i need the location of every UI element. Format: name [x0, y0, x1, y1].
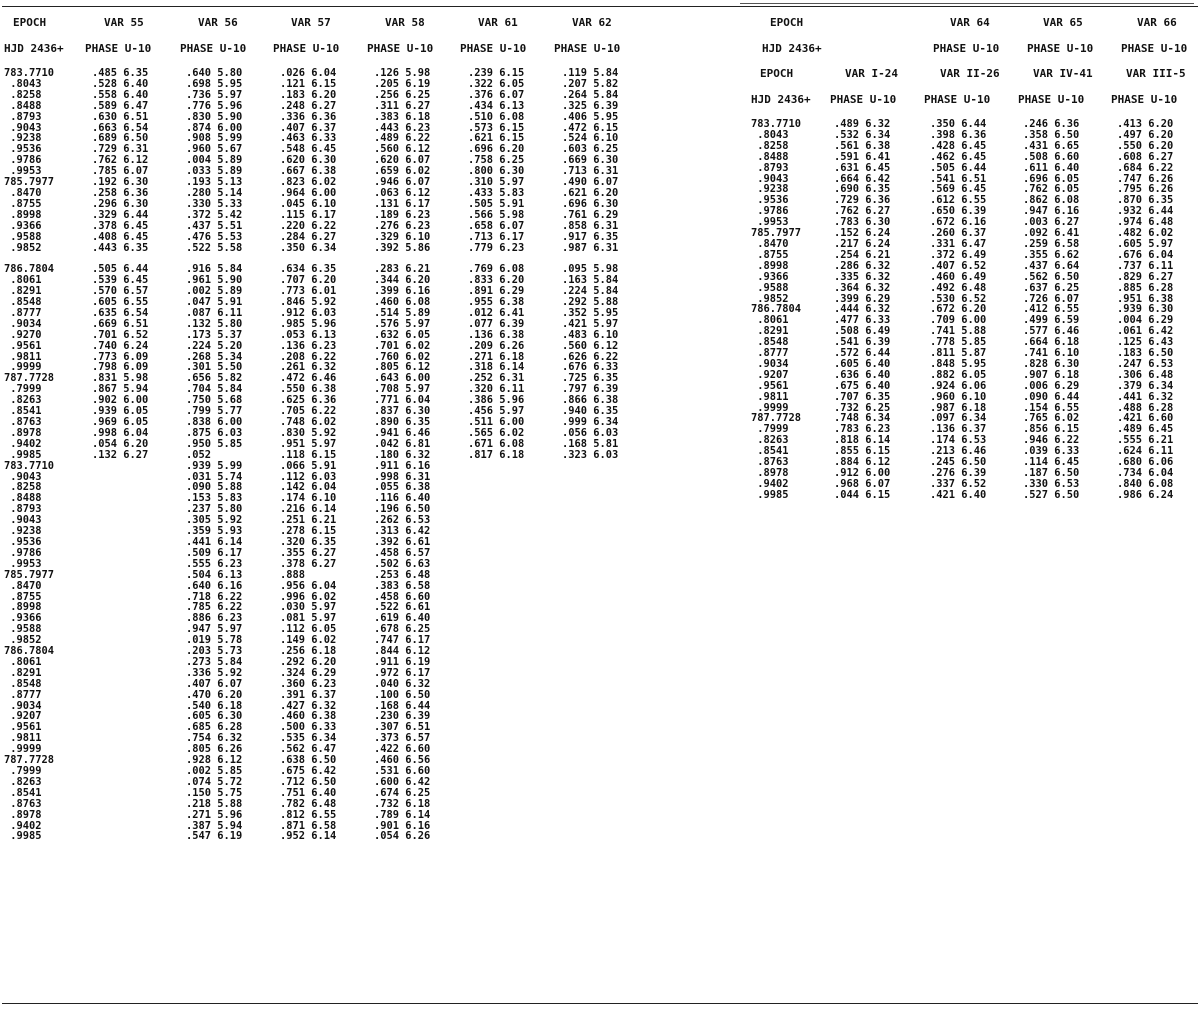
right-top-epoch-header: EPOCH — [770, 16, 804, 29]
right-variii5-column: .413 6.20 .497 6.20 .550 6.20 .608 6.27 .684 6.22 .747 6.26 .795 6.26 .870 6.35 .932 6.44 .974 6.48 .482 6.02 .605 5.97 .676 6.04 .737 6.11 .829 6.27 .885 6.28 .951 6.38 .939 6.30 .004 6.29 .061 6.42 .125 6.43 .183 6.50 .247 6.53 .306 6.48 .379 6.34 .441 6.32 .488 6.28 .421 6.60 .489 6.45 .555 6.21 .624 6.11 .680 6.06 .734 6.04 .840 6.08 .986 6.24 — [1117, 118, 1174, 501]
left-var57-column: .026 6.04 .121 6.15 .183 6.20 .248 6.27 .336 6.36 .407 6.37 .463 6.33 .548 6.45 .620 6.30 .667 6.38 .823 6.02 .964 6.00 .045 6.10 .115 6.17 .220 6.22 .284 6.27 .350 6.34 .634 6.35 .707 6.20 .773 6.01 .846 5.92 .912 6.03 .985 5.96 .053 6.13 .136 6.23 .208 6.22 .261 6.32 .472 6.46 .550 6.38 .625 6.36 .705 6.22 .748 6.02 .830 5.92 .951 5.97 .118 6.15 .066 5.91 .112 6.03 .142 6.04 .174 6.10 .216 6.14 .251 6.21 .278 6.15 .320 6.35 .355 6.27 .378 6.27 .888 .956 6.04 .996 6.02 .030 5.97 .081 5.97 .112 6.05 .149 6.02 .256 6.18 .292 6.20 .324 6.29 .360 6.23 .391 6.37 .427 6.32 .460 6.38 .500 6.33 .535 6.34 .562 6.47 .638 6.50 .675 6.42 .712 6.50 .751 6.40 .782 6.48 .812 6.55 .871 6.58 .952 6.14 — [280, 67, 337, 843]
left-hjd-header: HJD 2436+ — [4, 42, 64, 55]
left-var61-header: VAR 61 — [478, 16, 518, 29]
right-variv41-column: .246 6.36 .358 6.50 .431 6.65 .508 6.60 .611 6.40 .696 6.05 .762 6.05 .862 6.08 .947 6.16 .003 6.27 .092 6.41 .259 6.58 .355 6.62 .437 6.64 .562 6.50 .637 6.25 .726 6.07 .412 6.55 .499 6.59 .577 6.46 .664 6.18 .741 6.10 .828 6.30 .907 6.18 .006 6.29 .090 6.44 .154 6.55 .765 6.02 .856 6.15 .946 6.22 .039 6.33 .114 6.45 .187 6.50 .330 6.53 .527 6.50 — [1023, 118, 1080, 501]
right-phase-header-iv41: PHASE U-10 — [1018, 93, 1085, 106]
left-var62-column: .119 5.84 .207 5.82 .264 5.84 .325 6.39 .406 5.95 .472 6.15 .524 6.10 .603 6.25 .669 6.30 .713 6.31 .490 6.07 .621 6.20 .696 6.30 .761 6.29 .858 6.31 .917 6.35 .987 6.31 .095 5.98 .163 5.84 .224 5.84 .292 5.88 .352 5.95 .421 5.97 .483 6.10 .560 6.12 .626 6.22 .676 6.33 .725 6.35 .797 6.39 .866 6.38 .940 6.35 .999 6.34 .056 6.03 .168 5.81 .323 6.03 — [562, 67, 619, 461]
right-phase-header-ii26: PHASE U-10 — [924, 93, 991, 106]
bottom-rule — [2, 1003, 1198, 1004]
right-top-var65-header: VAR 65 — [1043, 16, 1083, 29]
left-var56-column: .640 5.80 .698 5.95 .736 5.97 .776 5.96 .830 5.90 .874 6.00 .908 5.99 .960 5.67 .004 5.89 .033 5.89 .193 5.13 .280 5.14 .330 5.33 .372 5.42 .437 5.51 .476 5.53 .522 5.58 .916 5.84 .961 5.90 .002 5.89 .047 5.91 .087 6.11 .132 5.80 .173 5.37 .224 5.20 .268 5.34 .301 5.50 .656 5.82 .704 5.84 .750 5.68 .799 5.77 .838 6.00 .875 6.03 .950 5.85 .052 .939 5.99 .031 5.74 .090 5.88 .153 5.83 .237 5.80 .305 5.92 .359 5.93 .441 6.14 .509 6.17 .555 6.23 .504 6.13 .640 6.16 .718 6.22 .785 6.22 .886 6.23 .947 5.97 .019 5.78 .203 5.73 .273 5.84 .336 5.92 .407 6.07 .470 6.20 .540 6.18 .605 6.30 .685 6.28 .754 6.32 .805 6.26 .928 6.12 .002 5.85 .074 5.72 .150 5.75 .218 5.88 .271 5.96 .387 5.94 .547 6.19 — [186, 67, 243, 843]
right-top-var64-header: VAR 64 — [950, 16, 990, 29]
left-var57-header: VAR 57 — [291, 16, 331, 29]
left-var56-header: VAR 56 — [198, 16, 238, 29]
top-rule — [2, 6, 1198, 7]
left-epoch-column: 783.7710 .8043 .8258 .8488 .8793 .9043 .9238 .9536 .9786 .9953 785.7977 .8470 .8755 .8998 .9366 .9588 .9852 786.7804 .8061 .8291 .8548 .8777 .9034 .9270 .9561 .9811 .9999 787.7728 .7999 .8263 .8541 .8763 .8978 .9402 .9985 783.7710 .9043 .8258 .8488 .8793 .9043 .9238 .9536 .9786 .9953 785.7977 .8470 .8755 .8998 .9366 .9588 .9852 786.7804 .8061 .8291 .8548 .8777 .9034 .9207 .9561 .9811 .9999 787.7728 .7999 .8263 .8541 .8763 .8978 .9402 .9985 — [4, 67, 55, 843]
right-top-phase-header-66: PHASE U-10 — [1121, 42, 1188, 55]
right-top-phase-header-64: PHASE U-10 — [933, 42, 1000, 55]
left-var55-header: VAR 55 — [104, 16, 144, 29]
right-variv41-header: VAR IV-41 — [1033, 67, 1093, 80]
right-hjd-header: HJD 2436+ — [751, 93, 811, 106]
right-top-var66-header: VAR 66 — [1137, 16, 1177, 29]
left-var62-header: VAR 62 — [572, 16, 612, 29]
right-varii26-header: VAR II-26 — [940, 67, 1000, 80]
left-phase-header-56: PHASE U-10 — [180, 42, 247, 55]
left-phase-header-57: PHASE U-10 — [273, 42, 340, 55]
top-right-rule — [740, 3, 1194, 4]
left-var58-column: .126 5.98 .205 6.19 .256 6.25 .311 6.27 .383 6.18 .443 6.23 .489 6.22 .560 6.12 .620 6.07 .659 6.02 .946 6.07 .063 6.12 .131 6.17 .189 6.23 .276 6.23 .329 6.10 .392 5.86 .283 6.21 .344 6.20 .399 6.16 .460 6.08 .514 5.89 .576 5.97 .632 6.05 .701 6.02 .760 6.02 .805 6.12 .643 6.00 .708 5.97 .771 6.04 .837 6.30 .890 6.35 .941 6.46 .042 6.81 .180 6.32 .911 6.16 .998 6.31 .055 6.38 .116 6.40 .196 6.50 .262 6.53 .313 6.42 .392 6.61 .458 6.57 .502 6.63 .253 6.48 .383 6.58 .458 6.60 .522 6.61 .619 6.40 .678 6.25 .747 6.17 .844 6.12 .911 6.19 .972 6.17 .040 6.32 .100 6.50 .168 6.44 .230 6.39 .307 6.51 .373 6.57 .422 6.60 .460 6.56 .531 6.60 .600 6.42 .674 6.25 .732 6.18 .789 6.14 .901 6.16 .054 6.26 — [374, 67, 431, 843]
left-phase-header-55: PHASE U-10 — [85, 42, 152, 55]
left-phase-header-58: PHASE U-10 — [367, 42, 434, 55]
right-epoch-column: 783.7710 .8043 .8258 .8488 .8793 .9043 .9238 .9536 .9786 .9953 785.7977 .8470 .8755 .8998 .9366 .9588 .9852 786.7804 .8061 .8291 .8548 .8777 .9034 .9207 .9561 .9811 .9999 787.7728 .7999 .8263 .8541 .8763 .8978 .9402 .9985 — [751, 118, 802, 501]
right-variii5-header: VAR III-5 — [1126, 67, 1186, 80]
left-var58-header: VAR 58 — [385, 16, 425, 29]
right-epoch-header: EPOCH — [760, 67, 794, 80]
right-varii26-column: .350 6.44 .398 6.36 .428 6.45 .462 6.45 .505 6.44 .541 6.51 .569 6.45 .612 6.55 .650 6.39 .672 6.16 .260 6.37 .331 6.47 .372 6.49 .407 6.52 .460 6.49 .492 6.48 .530 6.52 .672 6.20 .709 6.00 .741 5.88 .778 5.85 .811 5.87 .848 5.95 .882 6.05 .924 6.06 .960 6.10 .987 6.18 .097 6.34 .136 6.37 .174 6.53 .213 6.46 .245 6.50 .276 6.39 .337 6.52 .421 6.40 — [930, 118, 987, 501]
right-top-hjd-header: HJD 2436+ — [762, 42, 822, 55]
right-phase-header-i24: PHASE U-10 — [830, 93, 897, 106]
left-epoch-header: EPOCH — [13, 16, 47, 29]
right-top-phase-header-65: PHASE U-10 — [1027, 42, 1094, 55]
right-vari24-column: .489 6.32 .532 6.34 .561 6.38 .591 6.41 .631 6.45 .664 6.42 .690 6.35 .729 6.36 .762 6.27 .783 6.30 .152 6.24 .217 6.24 .254 6.21 .286 6.32 .335 6.32 .364 6.32 .399 6.29 .444 6.32 .477 6.33 .508 6.49 .541 6.39 .572 6.44 .605 6.40 .636 6.40 .675 6.40 .707 6.35 .732 6.25 .748 6.34 .783 6.23 .818 6.14 .855 6.15 .884 6.12 .912 6.00 .968 6.07 .044 6.15 — [834, 118, 891, 501]
right-phase-header-iii5: PHASE U-10 — [1111, 93, 1178, 106]
left-phase-header-62: PHASE U-10 — [554, 42, 621, 55]
left-phase-header-61: PHASE U-10 — [460, 42, 527, 55]
left-var61-column: .239 6.15 .322 6.05 .376 6.07 .434 6.13 .510 6.08 .573 6.15 .621 6.15 .696 6.20 .758 6.25 .800 6.30 .310 5.97 .433 5.83 .505 5.91 .566 5.98 .658 6.07 .713 6.17 .779 6.23 .769 6.08 .833 6.20 .891 6.29 .955 6.38 .012 6.41 .077 6.39 .136 6.38 .209 6.26 .271 6.18 .318 6.14 .252 6.31 .320 6.11 .386 5.96 .456 5.97 .511 6.00 .565 6.02 .671 6.08 .817 6.18 — [468, 67, 525, 461]
left-var55-column: .485 6.35 .528 6.40 .558 6.40 .589 6.47 .630 6.51 .663 6.54 .689 6.50 .729 6.31 .762 6.12 .785 6.07 .192 6.30 .258 6.36 .296 6.30 .329 6.44 .378 6.45 .408 6.45 .443 6.35 .505 6.44 .539 6.45 .570 6.57 .605 6.55 .635 6.54 .669 6.51 .701 6.52 .740 6.24 .773 6.09 .798 6.09 .831 5.98 .867 5.94 .902 6.00 .939 6.05 .969 6.05 .998 6.04 .054 6.20 .132 6.27 — [92, 67, 149, 461]
right-vari24-header: VAR I-24 — [845, 67, 898, 80]
